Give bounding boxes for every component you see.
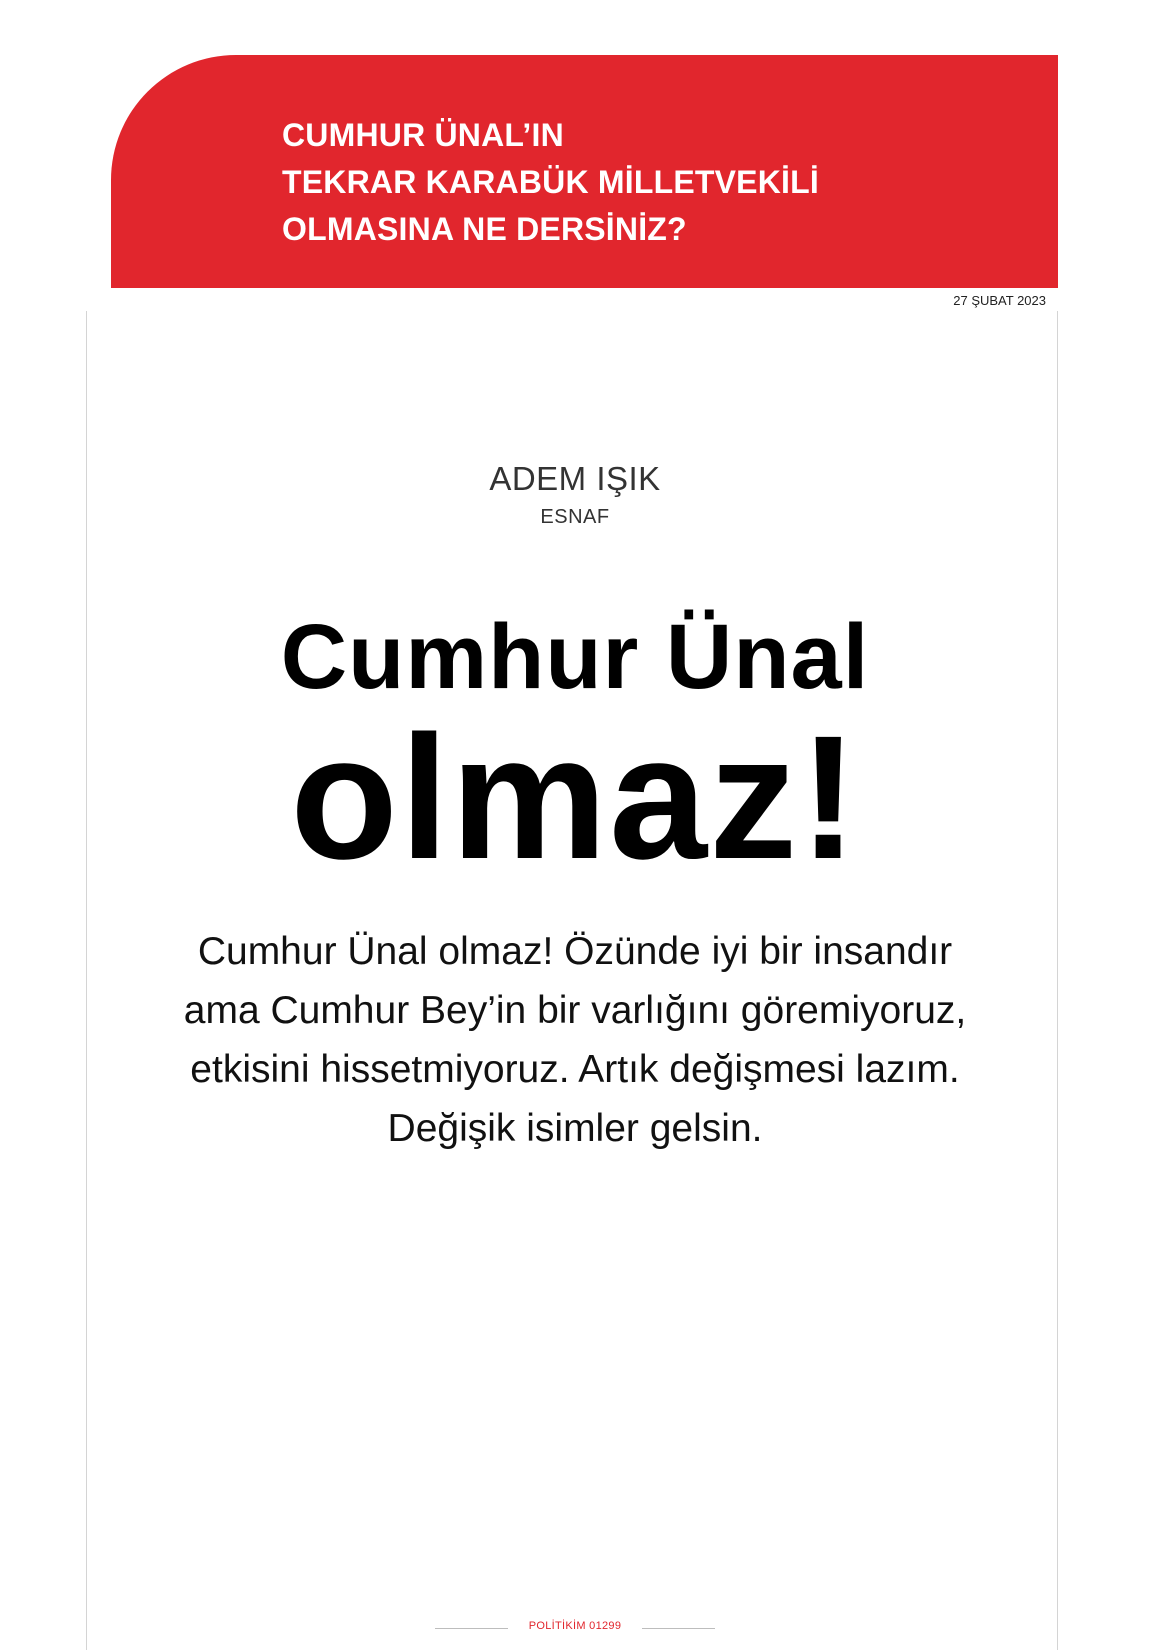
publish-date: 27 ŞUBAT 2023 bbox=[953, 293, 1046, 308]
title-line-1: CUMHUR ÜNAL’IN bbox=[282, 117, 564, 153]
quote-line-3: etkisini hissetmiyoruz. Artık değişmesi lazım. bbox=[190, 1048, 960, 1091]
quote-line-2: ama Cumhur Bey’in bir varlığını göremiyoruz, bbox=[183, 989, 967, 1032]
quote-line-4: Değişik isimler gelsin. bbox=[387, 1107, 763, 1150]
quote-body bbox=[175, 922, 975, 1158]
footer-divider-right bbox=[642, 1628, 715, 1629]
headline-line-2: olmaz! bbox=[290, 700, 860, 896]
footer-label: POLİTİKİM 01299 bbox=[528, 1620, 622, 1632]
headline-line-1: Cumhur Ünal bbox=[280, 606, 870, 708]
quote-line-1: Cumhur Ünal olmaz! Özünde iyi bir insandır bbox=[197, 930, 953, 973]
title-line-3: OLMASINA NE DERSİNİZ? bbox=[282, 211, 687, 247]
author-role: ESNAF bbox=[540, 506, 610, 528]
page-title bbox=[282, 112, 1002, 253]
author-name: ADEM IŞIK bbox=[489, 460, 661, 497]
title-line-2: TEKRAR KARABÜK MİLLETVEKİLİ bbox=[282, 164, 819, 200]
